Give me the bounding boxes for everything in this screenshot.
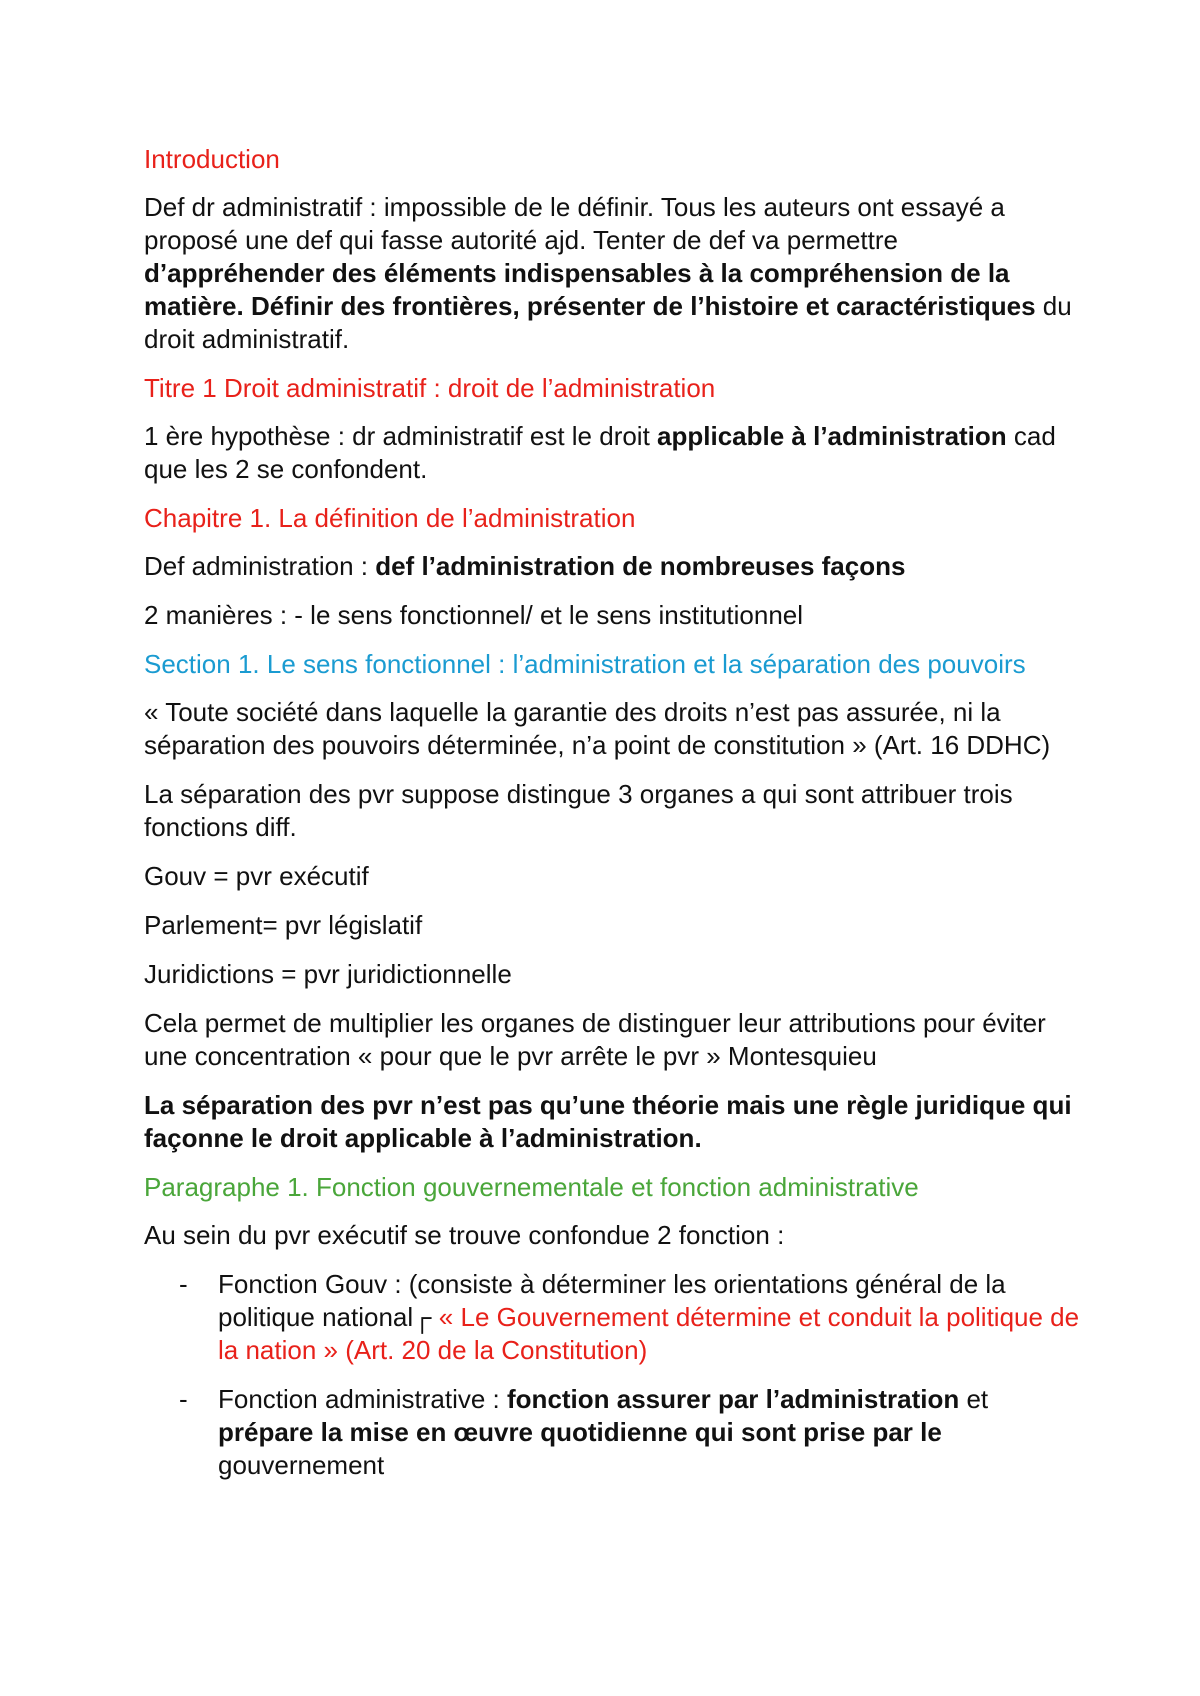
text-run: et — [959, 1384, 989, 1414]
list-item-fonction-administrative — [144, 1383, 1080, 1482]
text-run-bold: d’appréhender des éléments indispensables à la compréhension de la matière. Définir des frontières, présenter de l’histoire et caractéristiques — [144, 258, 1036, 321]
text-run: 1 ère hypothèse : dr administratif est le droit — [144, 421, 658, 451]
heading-chapitre-1: Chapitre 1. La définition de l’administration — [144, 503, 636, 533]
paragraph-gouv: Gouv = pvr exécutif — [144, 861, 369, 891]
heading-paragraphe-1: Paragraphe 1. Fonction gouvernementale et fonction administrative — [144, 1172, 919, 1202]
list-item-fonction-gouv — [144, 1268, 1080, 1367]
dash-bullet: - — [179, 1269, 188, 1299]
text-run-bold: def l’administration de nombreuses façons — [375, 551, 906, 581]
text-run: Def administration : — [144, 551, 376, 581]
text-run-bold: applicable à l’administration — [657, 421, 1007, 451]
heading-introduction: Introduction — [144, 144, 280, 174]
heading-section-1: Section 1. Le sens fonctionnel : l’administration et la séparation des pouvoirs — [144, 649, 1026, 679]
paragraph-separation: La séparation des pvr suppose distingue 3 organes a qui sont attribuer trois fonctions diff. — [144, 779, 1013, 842]
paragraph-juridictions: Juridictions = pvr juridictionnelle — [144, 959, 512, 989]
text-run: gouvernement — [218, 1450, 385, 1480]
text-run-red: « Le Gouvernement détermine et conduit la politique de la nation » (Art. 20 de la Constitution) — [218, 1302, 1080, 1365]
paragraph-def-administration — [144, 550, 1080, 583]
paragraph-regle-juridique: La séparation des pvr n’est pas qu’une théorie mais une règle juridique qui façonne le droit applicable à l’administration. — [144, 1090, 1072, 1153]
paragraph-executif: Au sein du pvr exécutif se trouve confondue 2 fonction : — [144, 1220, 785, 1250]
text-run: Fonction administrative : — [218, 1384, 508, 1414]
text-run-bold: prépare la mise en œuvre quotidienne qui sont prise par le — [218, 1417, 942, 1447]
text-run: Fonction Gouv : (consiste à déterminer les orientations général de la politique national — [218, 1269, 1006, 1332]
paragraph-manieres: 2 manières : - le sens fonctionnel/ et le sens institutionnel — [144, 600, 804, 630]
paragraph-parlement: Parlement= pvr législatif — [144, 910, 423, 940]
dash-list — [144, 1268, 1080, 1482]
paragraph-introduction — [144, 191, 1080, 356]
paragraph-ddhc-quote: « Toute société dans laquelle la garantie des droits n’est pas assurée, ni la séparation des pouvoirs déterminée, n’a point de constitution » (Art. 16 DDHC) — [144, 697, 1051, 760]
text-run: du droit administratif. — [144, 291, 1072, 354]
paragraph-montesquieu: Cela permet de multiplier les organes de distinguer leur attributions pour éviter une concentration « pour que le pvr arrête le pvr » Montesquieu — [144, 1008, 1046, 1071]
heading-titre-1: Titre 1 Droit administratif : droit de l’administration — [144, 373, 716, 403]
bracket-mark: ┌ — [413, 1302, 432, 1332]
text-run: cad que les 2 se confondent. — [144, 421, 1056, 484]
dash-bullet: - — [179, 1384, 188, 1414]
text-run: Def dr administratif : impossible de le définir. Tous les auteurs ont essayé a proposé une def qui fasse autorité ajd. Tenter de def va permettre — [144, 192, 1005, 255]
paragraph-hypothese — [144, 420, 1080, 486]
text-run-bold: fonction assurer par l’administration — [507, 1384, 960, 1414]
